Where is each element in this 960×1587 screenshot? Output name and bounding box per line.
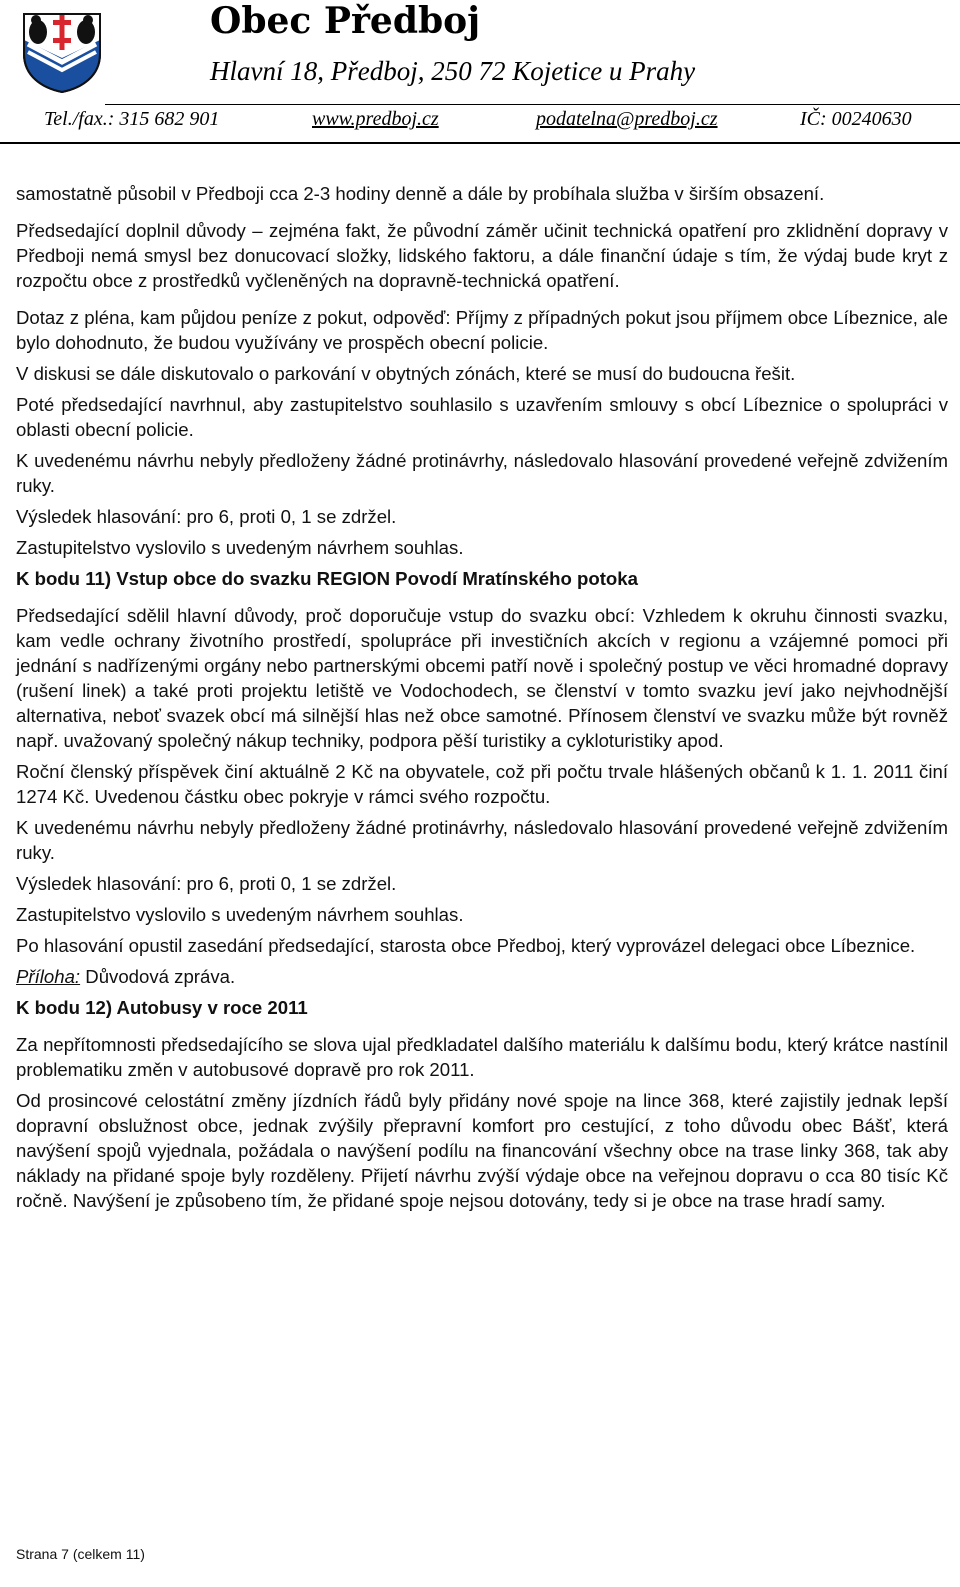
header-divider: [105, 104, 960, 105]
municipal-crest-icon: [20, 10, 104, 94]
paragraph: samostatně působil v Předboji cca 2-3 hodiny denně a dále by probíhala služba v širším obsazení.: [16, 183, 825, 204]
paragraph: Roční členský příspěvek činí aktuálně 2 Kč na obyvatele, což při počtu trvale hlášených občanů k 1. 1. 2011 činí 1274 Kč. Uvedenou částku obec pokryje v rámci svého rozpočtu.: [16, 761, 948, 807]
section-heading-11: K bodu 11) Vstup obce do svazku REGION Povodí Mratínského potoka: [16, 568, 638, 589]
letterhead: [0, 0, 960, 148]
paragraph: Od prosincové celostátní změny jízdních řádů byly přidány nové spoje na lince 368, které zajistily jednak lepší dopravní obslužnost obce, jednak zvýšily přepravní komfort pro cestující, z toho důvodu obec Bášť, která navýšení spojů vyjednala, požádala o navýšení podílu na financování všechny obce na trase linky 368, tak aby náklady na přidané spoje byly rozděleny. Přijetí návrhu zvýší výdaje obce na veřejnou dopravu o cca 80 tisíc Kč ročně. Navýšení je způsobeno tím, že přidané spoje nejsou dotovány, tedy si je obce na trase hradí samy.: [16, 1090, 948, 1211]
page-footer: Strana 7 (celkem 11): [16, 1546, 145, 1562]
email-link[interactable]: podatelna@predboj.cz: [536, 108, 718, 130]
paragraph: Po hlasování opustil zasedání předsedající, starosta obce Předboj, který vyprovázel delegaci obce Líbeznice.: [16, 935, 916, 956]
vote-result: Výsledek hlasování: pro 6, proti 0, 1 se zdržel.: [16, 873, 397, 894]
vote-result: Výsledek hlasování: pro 6, proti 0, 1 se zdržel.: [16, 506, 397, 527]
website-link[interactable]: www.predboj.cz: [312, 108, 439, 130]
document-body: [16, 181, 948, 1219]
attachment-note: [16, 964, 948, 989]
paragraph: Předsedající doplnil důvody – zejména fakt, že původní záměr učinit technická opatření pro zklidnění dopravy v Předboji nemá smysl bez donucovací složky, lidského faktoru, a dále finanční údaje s tím, že výdaj bude kryt z rozpočtu obce z prostředků vyčleněných na dopravně-technická opatření.: [16, 220, 948, 291]
paragraph: K uvedenému návrhu nebyly předloženy žádné protinávrhy, následovalo hlasování provedené veřejně zdvižením ruky.: [16, 817, 948, 863]
resolution: Zastupitelstvo vyslovilo s uvedeným návrhem souhlas.: [16, 904, 464, 925]
paragraph: K uvedenému návrhu nebyly předloženy žádné protinávrhy, následovalo hlasování provedené veřejně zdvižením ruky.: [16, 450, 948, 496]
paragraph: Dotaz z pléna, kam půjdou peníze z pokut, odpověď: Příjmy z případných pokut jsou příjmem obce Líbeznice, ale bylo dohodnuto, že budou využívány ve prospěch obecní policie.: [16, 307, 948, 353]
paragraph: V diskusi se dále diskutovalo o parkování v obytných zónách, které se musí do budoucna řešit.: [16, 363, 796, 384]
company-id: IČ: 00240630: [800, 108, 912, 130]
resolution: Zastupitelstvo vyslovilo s uvedeným návrhem souhlas.: [16, 537, 464, 558]
phone-number: Tel./fax.: 315 682 901: [44, 108, 220, 130]
attachment-label: Příloha:: [16, 966, 81, 987]
attachment-text: Důvodová zpráva.: [80, 966, 236, 987]
municipality-address: Hlavní 18, Předboj, 250 72 Kojetice u Prahy: [210, 56, 696, 86]
paragraph: Předsedající sdělil hlavní důvody, proč doporučuje vstup do svazku obcí: Vzhledem k okruhu činnosti svazku, kam vedle ochrany životního prostředí, spolupráce při investičních akcích v regionu a vzájemné pomoci při jednání s nadřízenými orgány nebo partnerskými obcemi patří nově i společný postup ve věci hromadné dopravy (rušení linek) a také proti projektu letiště ve Vodochodech, se členství v tomto svazku jeví jako nejvhodnější alternativa, neboť svazek obcí má silnější hlas než obce samotné. Přínosem členství ve svazku může být rovněž např. uvažovaný společný nákup techniky, podpora pěší turistiky a cykloturistiky apod.: [16, 605, 948, 751]
paragraph: Za nepřítomnosti předsedajícího se slova ujal předkladatel dalšího materiálu k dalšímu bodu, který krátce nastínil problematiku změn v autobusové dopravě pro rok 2011.: [16, 1034, 948, 1080]
section-heading-12: K bodu 12) Autobusy v roce 2011: [16, 997, 308, 1018]
header-bottom-divider: [0, 142, 960, 144]
municipality-name: Obec Předboj: [210, 0, 481, 42]
paragraph: Poté předsedající navrhnul, aby zastupitelstvo souhlasilo s uzavřením smlouvy s obcí Líbeznice o spolupráci v oblasti obecní policie.: [16, 394, 948, 440]
